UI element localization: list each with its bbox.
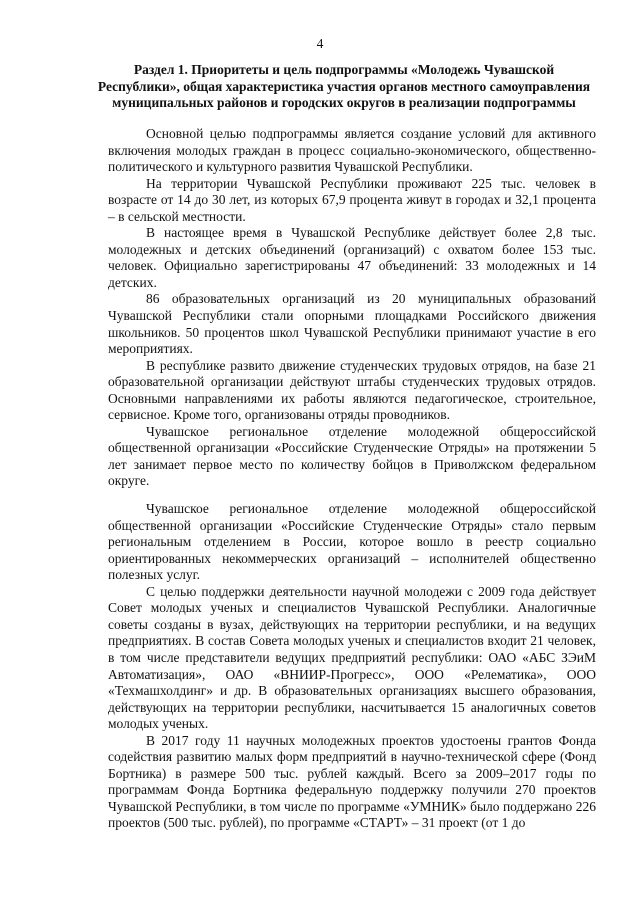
paragraph-regional-branch-registry: Чувашское региональное отделение молодежной общероссийской общественной организации «Российские Студенческие Отряды» стало первым региональным отделением в России, которое вошло в реестр социально ориентированных некоммерческих организаций – исполнителей общественно полезных услуг.	[108, 501, 596, 583]
section-heading: Раздел 1. Приоритеты и цель подпрограммы «Молодежь Чувашской Республики», общая характеристика участия органов местного самоуправления муниципальных районов и городских округов в реализации подпрограммы	[97, 62, 591, 111]
paragraph-population: На территории Чувашской Республики проживают 225 тыс. человек в возрасте от 14 до 30 лет, из которых 67,9 процента живут в городах и 32,1 процента – в сельской местности.	[108, 175, 596, 224]
paragraph-schools-movement: 86 образовательных организаций из 20 муниципальных образований Чувашской Республики стали опорными площадками Российского движения школьников. 50 процентов школ Чувашской Республики принимают участие в его мероприятиях.	[108, 291, 596, 357]
paragraph-student-detachments: В республике развито движение студенческих трудовых отрядов, на базе 21 образовательной организации действуют штабы студенческих трудовых отрядов. Основными направлениями их работы являются педагогическое, строительное, сервисное. Кроме того, организованы отряды проводников.	[108, 357, 596, 423]
paragraph-grants: В 2017 году 11 научных молодежных проектов удостоены грантов Фонда содействия развитию малых форм предприятий в научно-технической сфере (Фонд Бортника) в размере 500 тыс. рублей каждый. Всего за 2009–2017 годы по программам Фонда Бортника федеральную поддержку получили 270 проектов Чувашской Республики, в том числе по программе «УМНИК» было поддержано 226 проектов (500 тыс. рублей), по программе «СТАРТ» – 31 проект (от 1 до	[108, 732, 596, 831]
page-number: 4	[316, 36, 324, 51]
body-text	[108, 126, 596, 832]
paragraph-goal: Основной целью подпрограммы является создание условий для активного включения молодых граждан в процесс социально-экономического, общественно-политического и культурного развития Чувашской Республики.	[108, 126, 596, 175]
paragraph-associations: В настоящее время в Чувашской Республике действует более 2,8 тыс. молодежных и детских объединений (организаций) с охватом более 153 тыс. человек. Официально зарегистрированы 47 объединений: 33 молодежных и 14 детских.	[108, 225, 596, 290]
paragraph-young-scientists-council: С целью поддержки деятельности научной молодежи с 2009 года действует Совет молодых ученых и специалистов Чувашской Республики. Аналогичные советы созданы в вузах, действующих на территории республики, и на ведущих предприятиях. В состав Совета молодых ученых и специалистов входит 21 человек, в том числе представители ведущих предприятий республики: ОАО «АБС ЗЭиМ Автоматизация», ОАО «ВНИИР-Прогресс», ООО «Релематика», ООО «Техмашхолдинг» и др. В образовательных организациях высшего образования, действующих на территории республики, насчитывается 15 аналогичных советов молодых ученых.	[108, 583, 596, 732]
paragraph-regional-branch-rank: Чувашское региональное отделение молодежной общероссийской общественной организации «Российские Студенческие Отряды» на протяжении 5 лет занимает первое место по количеству бойцов в Приволжском федеральном округе.	[108, 423, 596, 489]
